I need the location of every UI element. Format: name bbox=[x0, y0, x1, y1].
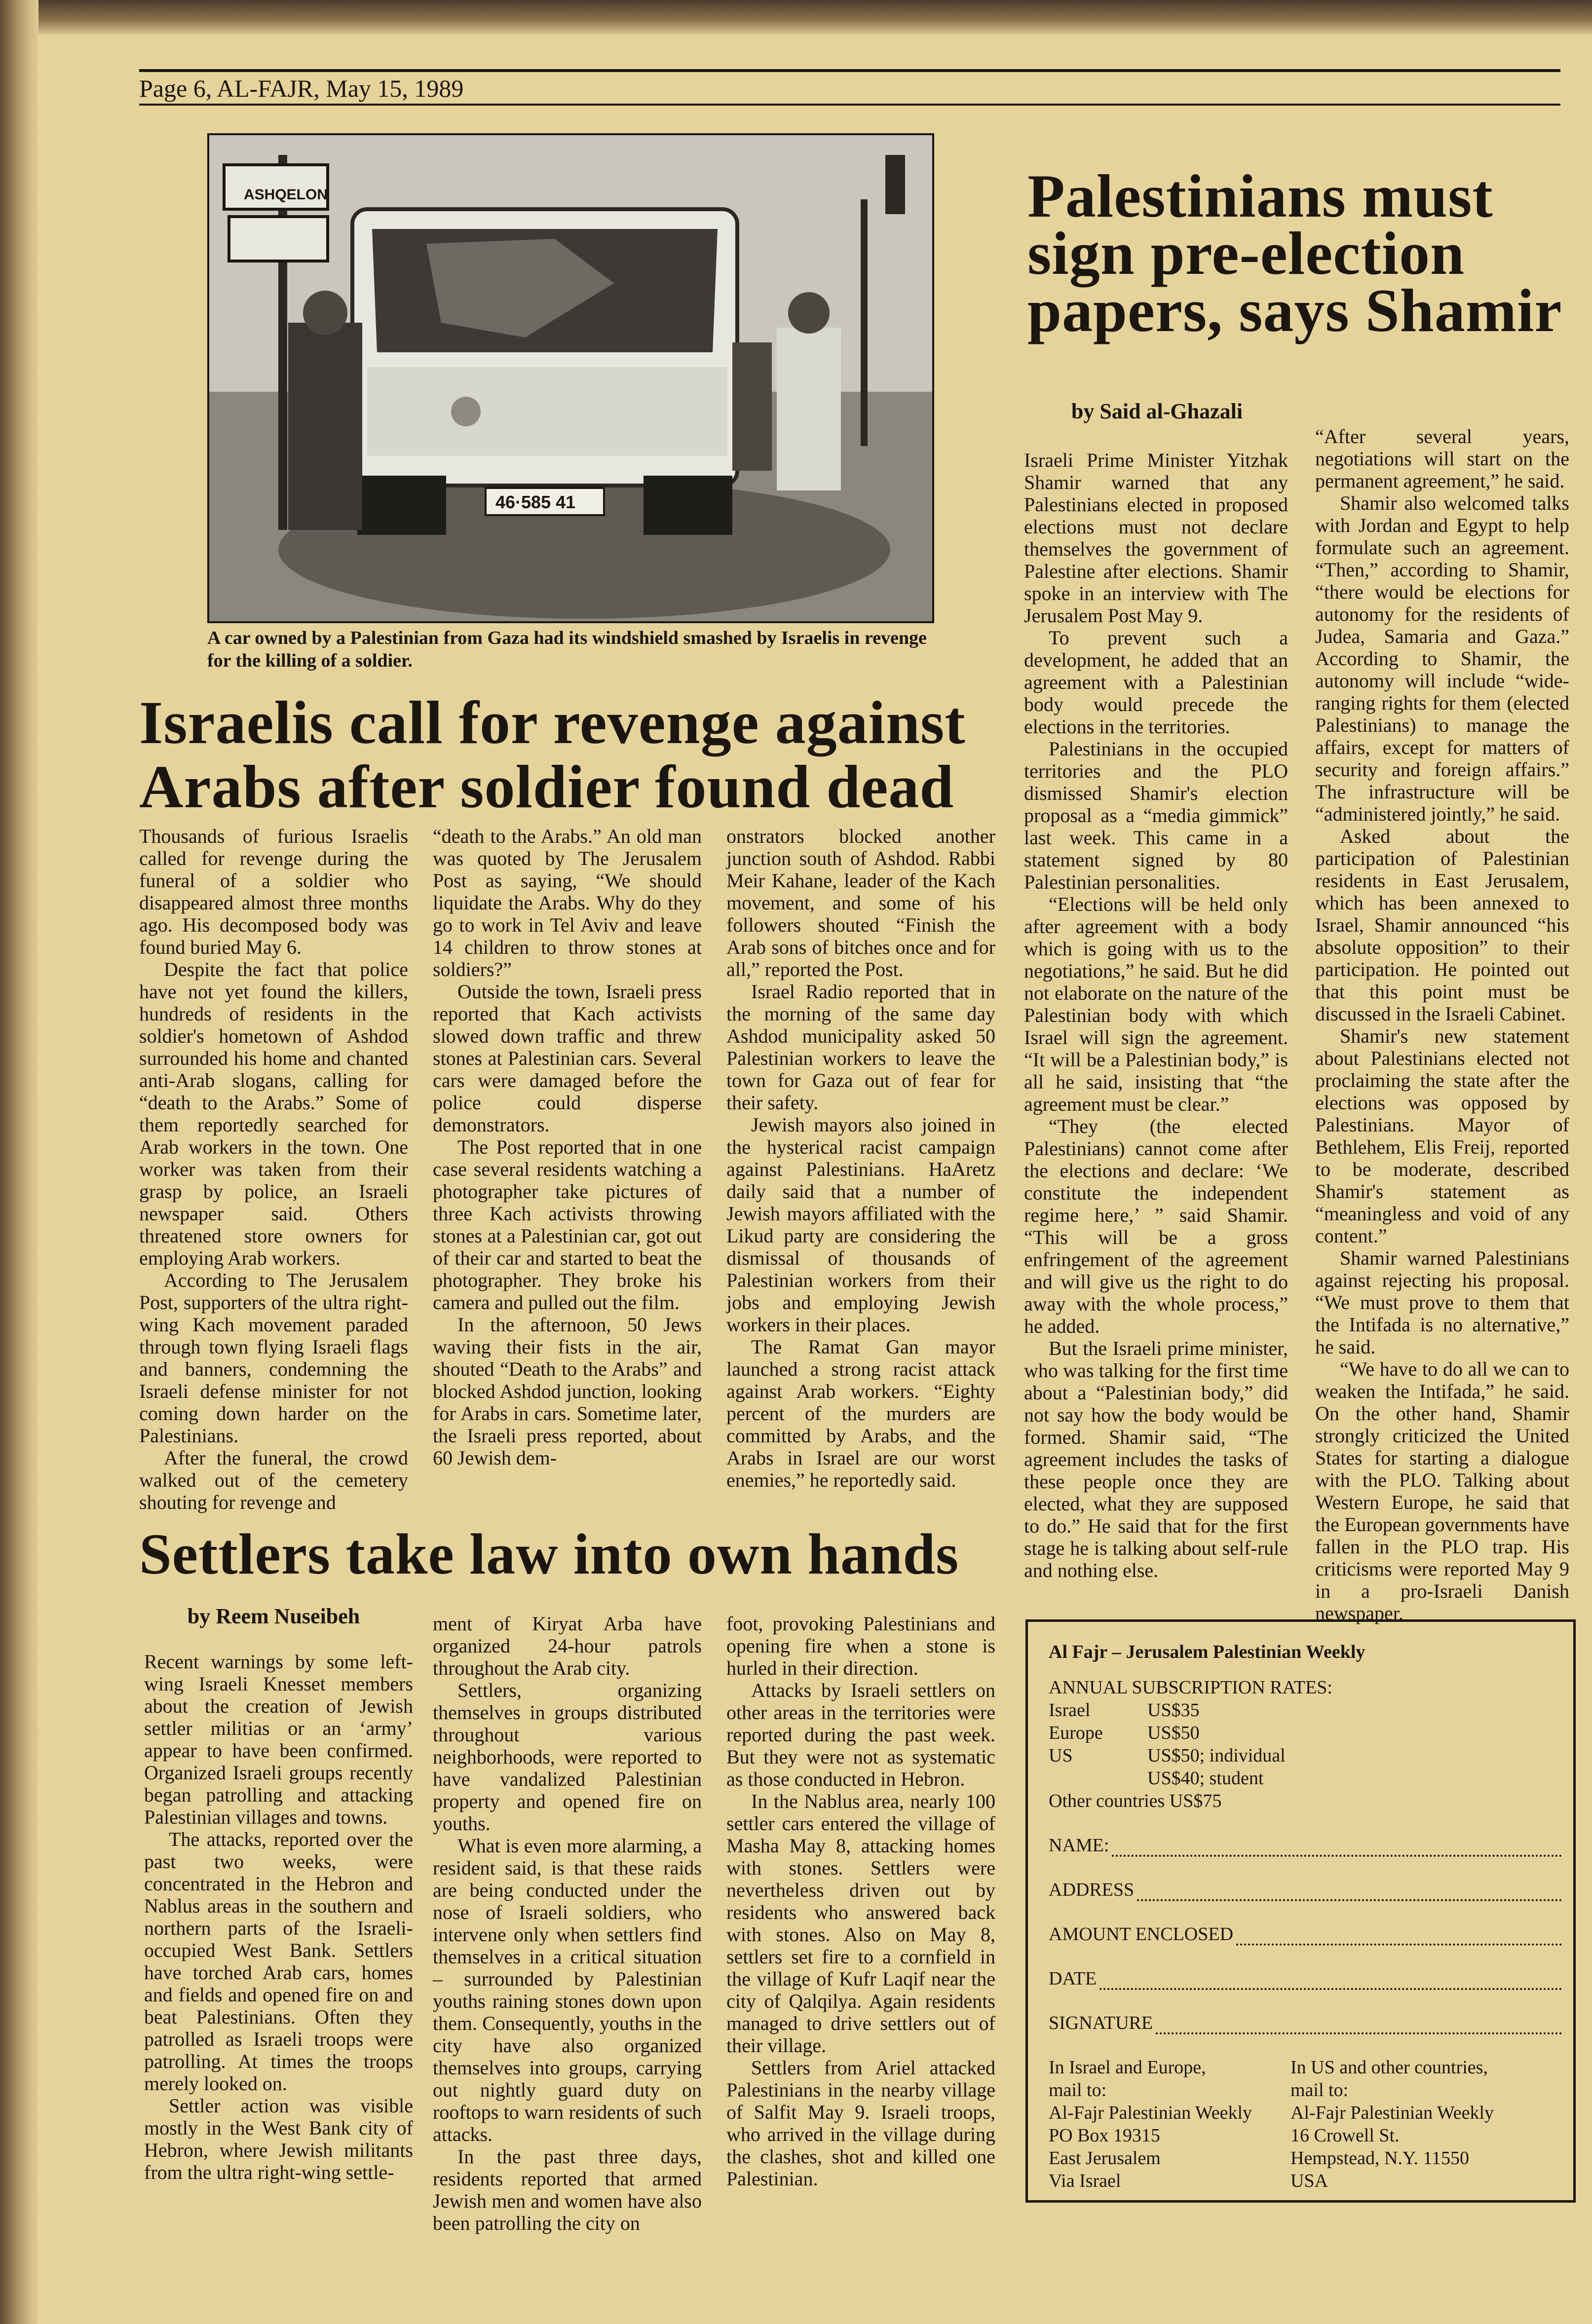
address-line: Al-Fajr Palestinian Weekly bbox=[1049, 2102, 1252, 2123]
article3-column-2 bbox=[433, 1612, 702, 2234]
address-line: PO Box 19315 bbox=[1049, 2125, 1160, 2146]
paragraph: The Post reported that in one case several residents watching a photographer take pictures of three Kach activists throwing stones at a Palestinian car, got out of their car and started to beat the photographer. They broke his camera and pulled out the film. bbox=[433, 1136, 702, 1313]
field-label: ADDRESS bbox=[1049, 1879, 1135, 1900]
paragraph: In the afternoon, 50 Jews waving their fists in the air, shouted “Death to the Arabs” and blocked Ashdod junction, looking for Arabs in cars. Sometime later, the Israeli press reported, about 60 Jewish dem- bbox=[433, 1313, 702, 1469]
article3-headline: Settlers take law into own hands bbox=[139, 1522, 959, 1586]
article3-column-1 bbox=[144, 1650, 413, 2183]
article1-column-3 bbox=[726, 825, 995, 1491]
article3-column-3 bbox=[726, 1612, 995, 2190]
rate-region: US bbox=[1049, 1745, 1073, 1766]
paragraph: To prevent such a development, he added that an agreement with a Palestinian body would precede the elections in the territories. bbox=[1024, 627, 1288, 738]
paragraph: “They (the elected Palestinians) cannot come after the elections and declare: ‘We constitute the independent regime here,’ ” said Shamir. “This will be a gross enfringement of the agreement and will give us the right to do away with the whole process,” he added. bbox=[1024, 1115, 1288, 1337]
photo-caption: A car owned by a Palestinian from Gaza had its windshield smashed by Israelis in revenge for the killing of a soldier. bbox=[207, 628, 927, 671]
address-line: Al-Fajr Palestinian Weekly bbox=[1290, 2102, 1494, 2123]
paragraph: onstrators blocked another junction south of Ashdod. Rabbi Meir Kahane, leader of the Kach movement, and some of his followers shouted “Finish the Arab sons of bitches once and for all,” reported the Post. bbox=[726, 825, 995, 980]
article2-headline: Palestinians must sign pre-election papers, says Shamir bbox=[1027, 162, 1562, 344]
paragraph: In the past three days, residents reported that armed Jewish men and women have also been patrolling the city on bbox=[433, 2145, 702, 2234]
paragraph: What is even more alarming, a resident said, is that these raids are being conducted under the nose of Israeli soldiers, who intervene only when settlers find themselves in a critical situation – surrounded by Palestinian youths raining stones down upon them. Consequently, youths in the city have also organized themselves into groups, carrying out nightly guard duty on rooftops to warn residents of such attacks. bbox=[433, 1835, 702, 2145]
paragraph: But the Israeli prime minister, who was talking for the first time about a “Palestinian body,” did not say how the body would be formed. Shamir said, “The agreement includes the tasks of these people once they are elected, what they are supposed to do.” He said that for the first stage he is talking about self-rule and nothing else. bbox=[1024, 1337, 1288, 1581]
page-top-edge bbox=[0, 0, 1592, 35]
field-label: DATE bbox=[1049, 1968, 1097, 1989]
address-line: In US and other countries, bbox=[1290, 2057, 1488, 2078]
fill-line[interactable] bbox=[1156, 2017, 1562, 2034]
paragraph: According to The Jerusalem Post, supporters of the ultra right-wing Kach movement paraded through town flying Israeli flags and banners, condemning the Israeli defense minister for not coming down harder on the Palestinians. bbox=[139, 1269, 408, 1447]
news-photo bbox=[207, 133, 934, 623]
fill-line[interactable] bbox=[1137, 1883, 1562, 1901]
paragraph: Thousands of furious Israelis called for revenge during the funeral of a soldier who disappeared almost three months ago. His decomposed body was found buried May 6. bbox=[139, 825, 408, 958]
rate-row bbox=[1049, 1722, 1562, 1744]
date-field[interactable] bbox=[1049, 1967, 1562, 1990]
rate-price: US$50; individual bbox=[1147, 1745, 1286, 1766]
mail-address-israel-europe bbox=[1049, 2056, 1290, 2192]
paragraph: Israeli Prime Minister Yitzhak Shamir warned that any Palestinians elected in proposed elections must not declare themselves the government of Palestine after elections. Shamir spoke in an interview with The Jerusalem Post May 9. bbox=[1024, 449, 1288, 627]
signature-field[interactable] bbox=[1049, 2012, 1562, 2034]
paragraph: The Ramat Gan mayor launched a strong racist attack against Arab workers. “Eighty percent of the murders are committed by Arabs, and the Arabs in Israel are our worst enemies,” he reportedly said. bbox=[726, 1336, 995, 1491]
mail-address-us bbox=[1290, 2056, 1532, 2192]
rates-heading: ANNUAL SUBSCRIPTION RATES: bbox=[1049, 1677, 1332, 1698]
address-line: mail to: bbox=[1290, 2080, 1349, 2100]
rate-row bbox=[1049, 1699, 1562, 1722]
address-line: mail to: bbox=[1049, 2080, 1107, 2100]
paragraph: ment of Kiryat Arba have organized 24-hour patrols throughout the Arab city. bbox=[433, 1612, 702, 1679]
address-line: 16 Crowell St. bbox=[1290, 2125, 1400, 2146]
rate-price: US$35 bbox=[1147, 1700, 1200, 1721]
mailing-addresses bbox=[1049, 2056, 1562, 2192]
address-line: Via Israel bbox=[1049, 2171, 1121, 2191]
paragraph: Despite the fact that police have not yet found the killers, hundreds of residents in the soldier's hometown of Ashdod surrounded his home and chanted anti-Arab slogans, calling for “death to the Arabs.” Some of them reportedly searched for Arab workers in the town. One worker was taken from their grasp by police, an Israeli newspaper said. Others threatened store owners for employing Arab workers. bbox=[139, 958, 408, 1269]
paragraph: Attacks by Israeli settlers on other areas in the territories were reported during the past week. But they were not as systematic as those conducted in Hebron. bbox=[726, 1679, 995, 1790]
fill-line[interactable] bbox=[1236, 1928, 1562, 1946]
article2-column-2 bbox=[1315, 425, 1569, 1624]
paragraph: Asked about the participation of Palestinian residents in East Jerusalem, which has been annexed to Israel, Shamir announced “his absolute opposition” to their participation. He pointed out that this point must be discussed in the Israeli Cabinet. bbox=[1315, 825, 1569, 1025]
rate-price: US$40; student bbox=[1147, 1768, 1264, 1789]
address-line: In Israel and Europe, bbox=[1049, 2057, 1206, 2078]
rate-row bbox=[1049, 1744, 1562, 1767]
paragraph: foot, provoking Palestinians and opening fire when a stone is hurled in their direction. bbox=[726, 1612, 995, 1679]
paragraph: Palestinians in the occupied territories and the PLO dismissed Shamir's election proposal as a “media gimmick” last week. This came in a statement signed by 80 Palestinian personalities. bbox=[1024, 738, 1288, 893]
paragraph: Settlers from Ariel attacked Palestinians in the nearby village of Salfit May 9. Israeli troops, who arrived in the village during the clashes, shot and killed one Palestinian. bbox=[726, 2057, 995, 2190]
rate-region: Europe bbox=[1049, 1723, 1103, 1743]
article1-headline: Israelis call for revenge against Arabs after soldier found dead bbox=[139, 689, 966, 821]
page-binding bbox=[0, 0, 38, 2324]
name-field[interactable] bbox=[1049, 1834, 1562, 1857]
paragraph: Jewish mayors also joined in the hysterical racist campaign against Palestinians. HaAretz daily said that a number of Jewish mayors affiliated with the Likud party are considering the dismissal of thousands of Palestinian workers from their jobs and employing Jewish workers in their places. bbox=[726, 1114, 995, 1336]
paragraph: The attacks, reported over the past two weeks, were concentrated in the Hebron and Nablus areas in the southern and northern parts of the Israeli-occupied West Bank. Settlers have torched Arab cars, homes and fields and opened fire on and beat Palestinians. Often they patrolled as Israeli troops were patrolling. At times the troops merely looked on. bbox=[144, 1828, 413, 2095]
paragraph: Settler action was visible mostly in the West Bank city of Hebron, where Jewish militants from the ultra right-wing settle- bbox=[144, 2095, 413, 2183]
paragraph: After the funeral, the crowd walked out of the cemetery shouting for revenge and bbox=[139, 1447, 408, 1513]
field-label: AMOUNT ENCLOSED bbox=[1049, 1924, 1234, 1945]
paragraph: In the Nablus area, nearly 100 settler cars entered the village of Masha May 8, attacking homes with stones. Settlers were nevertheless driven out by residents who answered back with stones. Also on May 8, settlers set fire to a cornfield in the village of Kufr Laqif near the city of Qalqilya. Again residents managed to drive settlers out of their village. bbox=[726, 1790, 995, 2057]
license-plate: 46·585 41 bbox=[495, 492, 576, 512]
article3-byline: by Reem Nuseibeh bbox=[187, 1604, 360, 1628]
rate-region bbox=[1049, 1767, 1147, 1790]
paragraph: “Elections will be held only after agreement with a body which is going with us to the negotiations,” he said. But he did not elaborate on the nature of the Palestinian body with which Israel will sign the agreement. “It will be a Palestinian body,” is all he said, insisting that “the agreement must be clear.” bbox=[1024, 893, 1288, 1115]
field-label: SIGNATURE bbox=[1049, 2013, 1153, 2033]
paragraph: “death to the Arabs.” An old man was quoted by The Jerusalem Post as saying, “We should liquidate the Arabs. Why do they go to work in Tel Aviv and leave 14 children to throw stones at soldiers?” bbox=[433, 825, 702, 980]
article2-byline: by Said al-Ghazali bbox=[1071, 399, 1243, 423]
photo-illustration bbox=[209, 135, 932, 621]
address-line: Hempstead, N.Y. 11550 bbox=[1290, 2148, 1470, 2169]
paragraph: “We have to do all we can to weaken the Intifada,” he said. On the other hand, Shamir strongly criticized the United States for starting a dialogue with the PLO. Talking about Western Europe, he said that the European governments have fallen in the PLO trap. His criticisms were reported May 9 in a pro-Israeli Danish newspaper. bbox=[1315, 1358, 1569, 1624]
paragraph: Outside the town, Israeli press reported that Kach activists slowed down traffic and threw stones at Palestinian cars. Several cars were damaged before the police could disperse demonstrators. bbox=[433, 980, 702, 1136]
subscription-title: Al Fajr – Jerusalem Palestinian Weekly bbox=[1049, 1642, 1365, 1662]
paragraph: Shamir's new statement about Palestinians elected not proclaiming the state after the elections was opposed by Palestinians. Mayor of Bethlehem, Elis Freij, reported to be moderate, described Shamir's statement as “meaningless and void of any content.” bbox=[1315, 1025, 1569, 1247]
paragraph: Settlers, organizing themselves in groups distributed throughout various neighborhoods, were reported to have vandalized Palestinian property and opened fire on youths. bbox=[433, 1679, 702, 1835]
rate-row bbox=[1049, 1767, 1562, 1790]
subscription-form bbox=[1049, 1641, 1562, 2192]
other-countries-rate: Other countries US$75 bbox=[1049, 1791, 1222, 1811]
amount-field[interactable] bbox=[1049, 1923, 1562, 1946]
article2-column-1 bbox=[1024, 449, 1288, 1581]
fill-line[interactable] bbox=[1112, 1839, 1562, 1857]
paragraph: Shamir warned Palestinians against rejecting his proposal. “We must prove to them that the Intifada is no alternative,” he said. bbox=[1315, 1247, 1569, 1358]
folio-line: Page 6, AL-FAJR, May 15, 1989 bbox=[139, 75, 464, 102]
article1-column-2 bbox=[433, 825, 702, 1469]
folio-rule bbox=[139, 104, 1560, 106]
address-line: USA bbox=[1290, 2171, 1328, 2191]
paragraph: Recent warnings by some left-wing Israeli Knesset members about the creation of Jewish settler militias or an ‘army’ appear to have been confirmed. Organized Israeli groups recently began patrolling and attacking Palestinian villages and towns. bbox=[144, 1650, 413, 1828]
paragraph: Israel Radio reported that in the morning of the same day Ashdod municipality asked 50 Palestinian workers to leave the town for Gaza out of fear for their safety. bbox=[726, 980, 995, 1114]
field-label: NAME: bbox=[1049, 1835, 1109, 1856]
paragraph: Shamir also welcomed talks with Jordan and Egypt to help formulate such an agreement. “Then,” according to Shamir, “there would be elections for autonomy for the residents of Judea, Samaria and Gaza.” According to Shamir, the autonomy will include “wide-ranging rights for them (elected Palestinians) to manage the affairs, except for matters of security and foreign affairs.” The infrastructure will be “administered jointly,” he said. bbox=[1315, 492, 1569, 825]
paragraph: “After several years, negotiations will start on the permanent agreement,” he said. bbox=[1315, 425, 1569, 492]
address-line: East Jerusalem bbox=[1049, 2148, 1161, 2169]
top-rule bbox=[139, 69, 1560, 72]
article1-column-1 bbox=[139, 825, 408, 1513]
fill-line[interactable] bbox=[1099, 1972, 1562, 1990]
rate-price: US$50 bbox=[1147, 1723, 1200, 1743]
address-field[interactable] bbox=[1049, 1878, 1562, 1901]
road-sign-text: ASHQELON bbox=[244, 187, 328, 203]
rate-region: Israel bbox=[1049, 1700, 1091, 1721]
